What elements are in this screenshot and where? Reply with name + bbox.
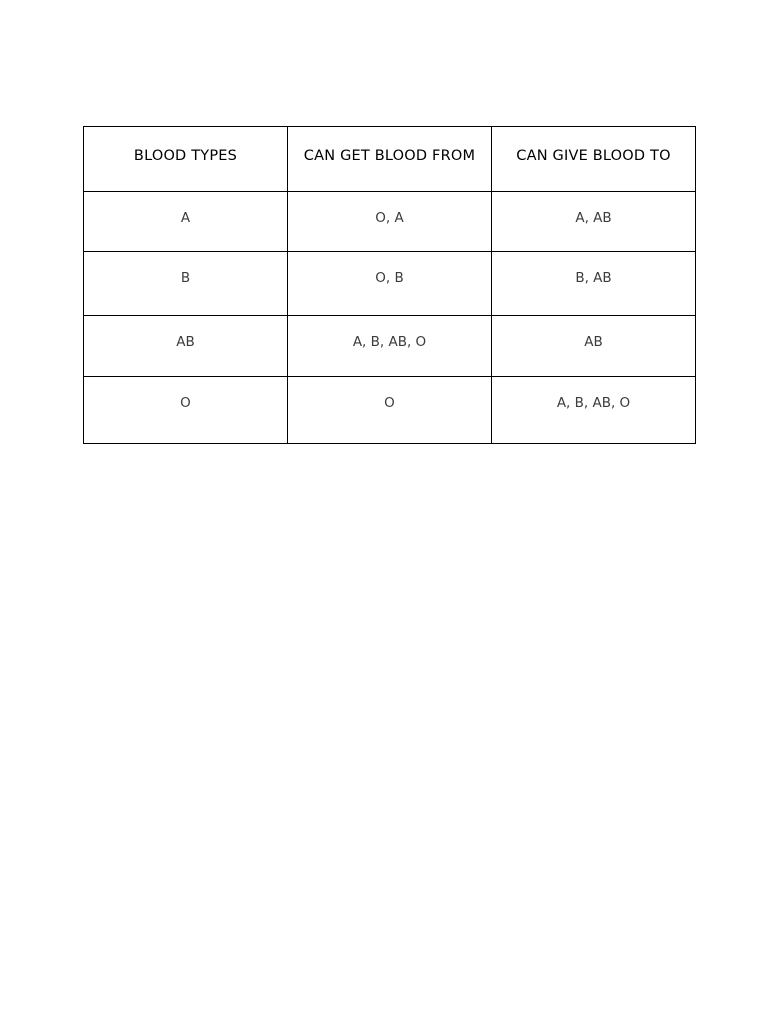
can-give-to-cell: AB: [492, 316, 696, 377]
can-give-to-cell: A, B, AB, O: [492, 377, 696, 444]
blood-type-cell: O: [84, 377, 288, 444]
table-row: [84, 252, 696, 316]
table-header-row: [84, 127, 696, 192]
can-give-to-cell: B, AB: [492, 252, 696, 316]
column-header-can-get-blood-from: CAN GET BLOOD FROM: [288, 127, 492, 192]
column-header-blood-types: BLOOD TYPES: [84, 127, 288, 192]
table-row: [84, 192, 696, 252]
blood-type-cell: AB: [84, 316, 288, 377]
blood-type-table: [83, 126, 696, 444]
can-get-from-cell: O: [288, 377, 492, 444]
can-give-to-cell: A, AB: [492, 192, 696, 252]
can-get-from-cell: O, A: [288, 192, 492, 252]
column-header-can-give-blood-to: CAN GIVE BLOOD TO: [492, 127, 696, 192]
blood-type-cell: A: [84, 192, 288, 252]
blood-type-cell: B: [84, 252, 288, 316]
can-get-from-cell: A, B, AB, O: [288, 316, 492, 377]
table-row: [84, 316, 696, 377]
can-get-from-cell: O, B: [288, 252, 492, 316]
table-row: [84, 377, 696, 444]
